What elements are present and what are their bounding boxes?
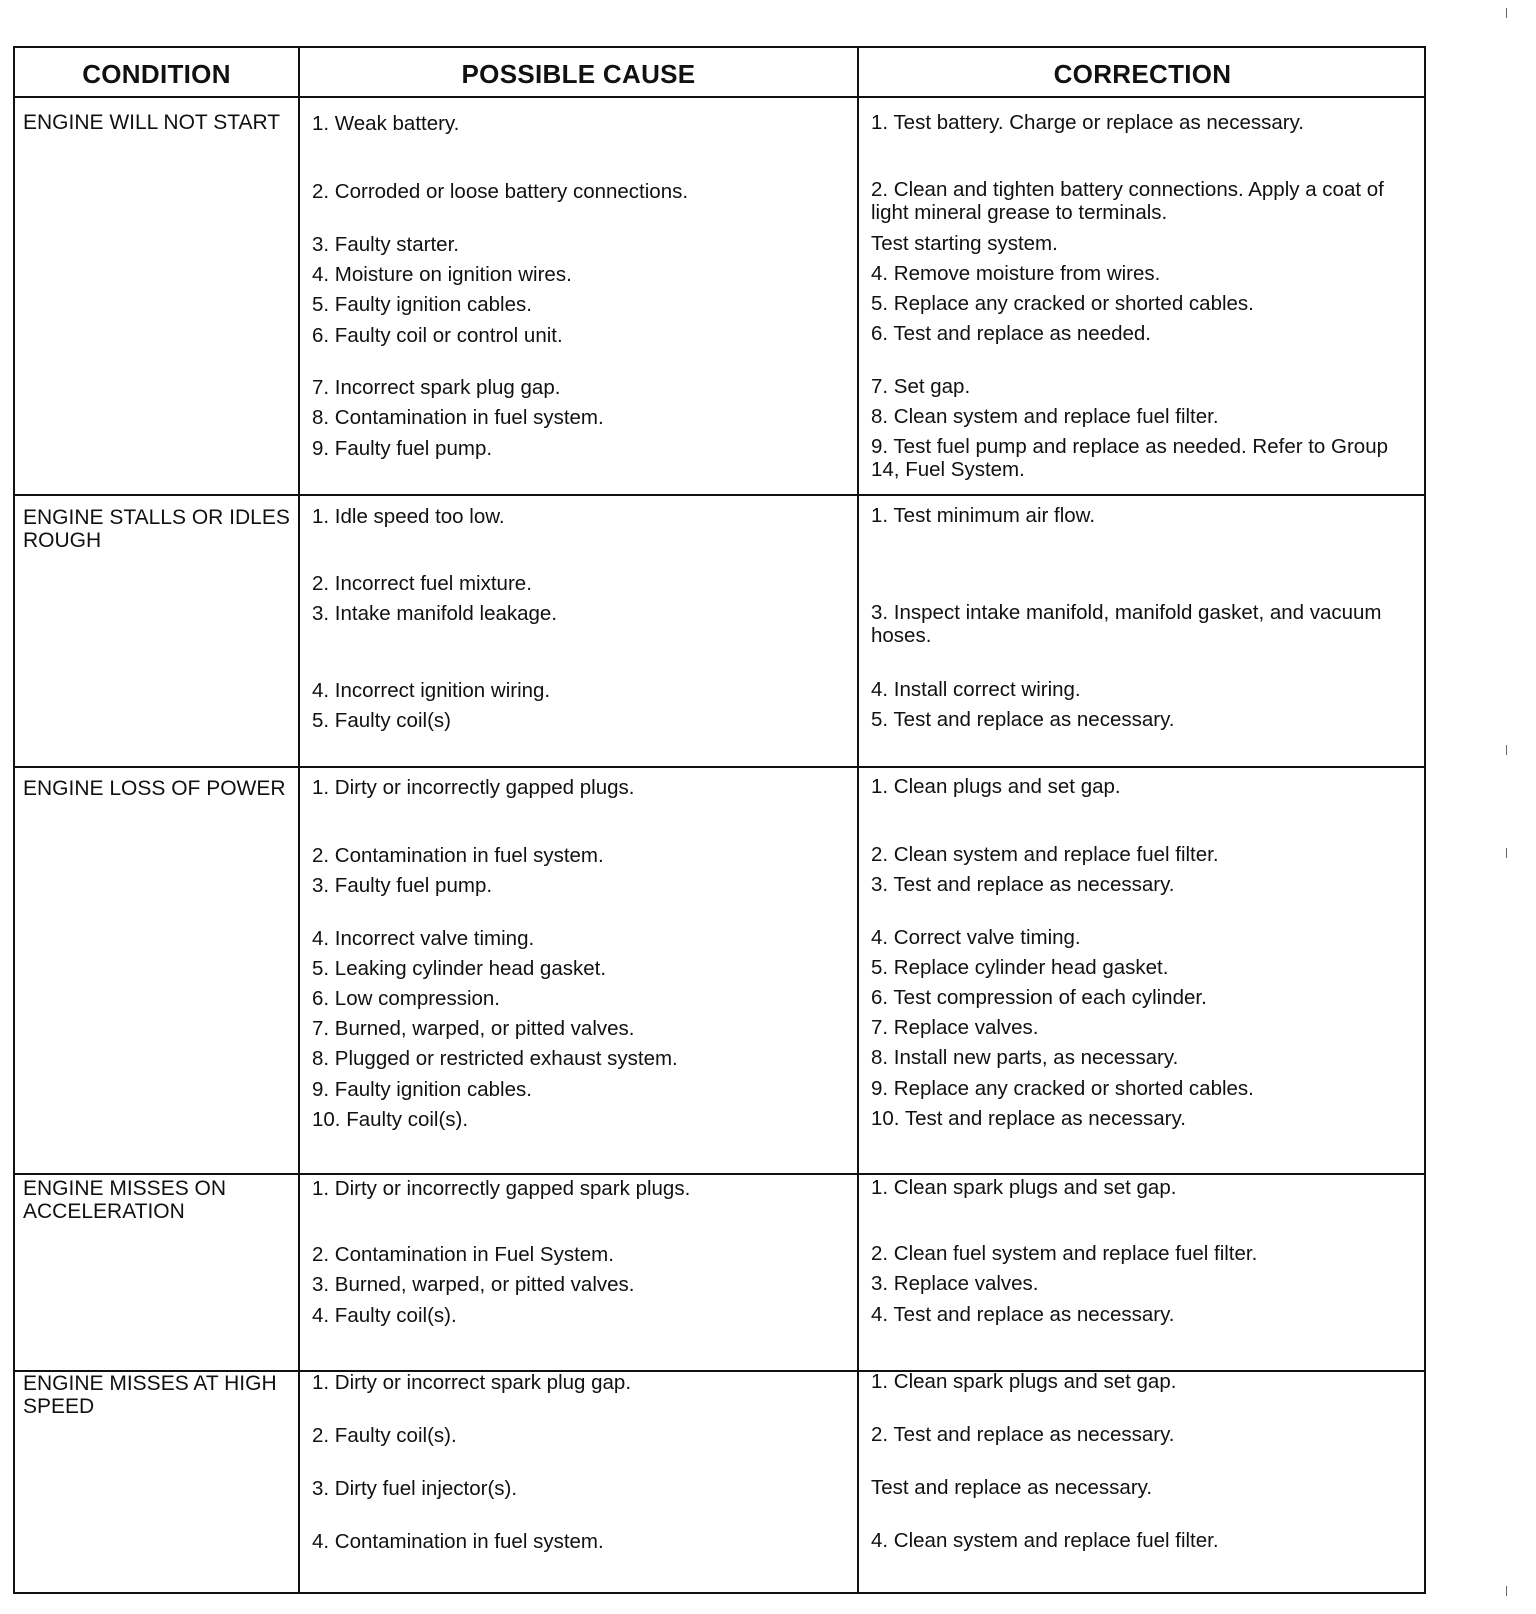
correction-item: Test starting system. [871, 232, 1058, 255]
correction-item: 1. Test battery. Charge or replace as necessary. [871, 111, 1304, 134]
condition-cell: ENGINE LOSS OF POWER [23, 777, 286, 800]
cause-item: 2. Faulty coil(s). [312, 1424, 457, 1447]
troubleshooting-table [13, 46, 1426, 1594]
row-divider [15, 1173, 1424, 1175]
condition-cell: ENGINE MISSES AT HIGH SPEED [23, 1372, 277, 1418]
correction-item: 2. Test and replace as necessary. [871, 1423, 1175, 1446]
column-divider [857, 48, 859, 1592]
cause-item: 1. Dirty or incorrectly gapped plugs. [312, 776, 635, 799]
cause-item: 3. Faulty fuel pump. [312, 874, 493, 897]
correction-item: 4. Remove moisture from wires. [871, 262, 1161, 285]
cause-item: 5. Faulty ignition cables. [312, 293, 532, 316]
cause-item: 4. Incorrect ignition wiring. [312, 679, 551, 702]
scan-speck [1506, 745, 1507, 755]
condition-cell: ENGINE MISSES ON ACCELERATION [23, 1177, 227, 1223]
cause-item: 9. Faulty fuel pump. [312, 437, 493, 460]
correction-item: 2. Clean fuel system and replace fuel filter. [871, 1242, 1258, 1265]
cause-item: 4. Incorrect valve timing. [312, 927, 535, 950]
correction-item: 2. Clean system and replace fuel filter. [871, 843, 1219, 866]
correction-item: 4. Correct valve timing. [871, 926, 1081, 949]
cause-item: 1. Dirty or incorrect spark plug gap. [312, 1371, 632, 1394]
cause-item: 3. Intake manifold leakage. [312, 602, 558, 625]
cause-item: 2. Contamination in fuel system. [312, 844, 604, 867]
header-divider [15, 96, 1424, 98]
cause-item: 5. Faulty coil(s) [312, 709, 451, 732]
cause-item: 4. Moisture on ignition wires. [312, 263, 572, 286]
cause-item: 3. Burned, warped, or pitted valves. [312, 1273, 635, 1296]
correction-item: 10. Test and replace as necessary. [871, 1107, 1186, 1130]
condition-cell: ENGINE STALLS OR IDLES ROUGH [23, 506, 290, 552]
cause-item: 1. Weak battery. [312, 112, 460, 135]
cause-item: 10. Faulty coil(s). [312, 1108, 469, 1131]
correction-item: Test and replace as necessary. [871, 1476, 1153, 1499]
correction-item: 5. Test and replace as necessary. [871, 708, 1175, 731]
scan-speck [1506, 1586, 1507, 1596]
correction-item: 2. Clean and tighten battery connections. Apply a coat of light mineral grease to terminals. [871, 178, 1390, 224]
header-correction: CORRECTION [1053, 59, 1232, 89]
correction-item: 4. Clean system and replace fuel filter. [871, 1529, 1219, 1552]
header-possible-cause: POSSIBLE CAUSE [461, 59, 696, 89]
row-divider [15, 494, 1424, 496]
correction-item: 1. Clean spark plugs and set gap. [871, 1176, 1177, 1199]
cause-item: 4. Faulty coil(s). [312, 1304, 457, 1327]
correction-item: 3. Replace valves. [871, 1272, 1039, 1295]
cause-item: 4. Contamination in fuel system. [312, 1530, 604, 1553]
cause-item: 1. Dirty or incorrectly gapped spark plugs. [312, 1177, 691, 1200]
cause-item: 3. Faulty starter. [312, 233, 459, 256]
correction-item: 6. Test compression of each cylinder. [871, 986, 1207, 1009]
correction-item: 7. Replace valves. [871, 1016, 1039, 1039]
cause-item: 7. Burned, warped, or pitted valves. [312, 1017, 635, 1040]
condition-cell: ENGINE WILL NOT START [23, 111, 281, 134]
correction-item: 6. Test and replace as needed. [871, 322, 1151, 345]
cause-item: 6. Low compression. [312, 987, 501, 1010]
correction-item: 4. Install correct wiring. [871, 678, 1081, 701]
correction-item: 8. Clean system and replace fuel filter. [871, 405, 1219, 428]
cause-item: 2. Corroded or loose battery connections. [312, 180, 689, 203]
cause-item: 7. Incorrect spark plug gap. [312, 376, 561, 399]
scan-speck [1506, 848, 1507, 858]
correction-item: 1. Clean spark plugs and set gap. [871, 1370, 1177, 1393]
cause-item: 1. Idle speed too low. [312, 505, 505, 528]
correction-item: 5. Replace any cracked or shorted cables. [871, 292, 1254, 315]
cause-item: 3. Dirty fuel injector(s). [312, 1477, 518, 1500]
correction-item: 1. Clean plugs and set gap. [871, 775, 1121, 798]
correction-item: 3. Inspect intake manifold, manifold gasket, and vacuum hoses. [871, 601, 1388, 647]
row-divider [15, 766, 1424, 768]
scan-speck [1506, 8, 1507, 18]
correction-item: 3. Test and replace as necessary. [871, 873, 1175, 896]
correction-item: 5. Replace cylinder head gasket. [871, 956, 1169, 979]
header-condition: CONDITION [82, 59, 231, 89]
correction-item: 9. Replace any cracked or shorted cables. [871, 1077, 1254, 1100]
correction-item: 9. Test fuel pump and replace as needed. Refer to Group 14, Fuel System. [871, 435, 1394, 481]
correction-item: 8. Install new parts, as necessary. [871, 1046, 1179, 1069]
correction-item: 7. Set gap. [871, 375, 971, 398]
cause-item: 8. Plugged or restricted exhaust system. [312, 1047, 678, 1070]
cause-item: 8. Contamination in fuel system. [312, 406, 604, 429]
cause-item: 9. Faulty ignition cables. [312, 1078, 532, 1101]
correction-item: 4. Test and replace as necessary. [871, 1303, 1175, 1326]
cause-item: 2. Incorrect fuel mixture. [312, 572, 532, 595]
cause-item: 2. Contamination in Fuel System. [312, 1243, 614, 1266]
column-divider [298, 48, 300, 1592]
cause-item: 6. Faulty coil or control unit. [312, 324, 563, 347]
correction-item: 1. Test minimum air flow. [871, 504, 1096, 527]
cause-item: 5. Leaking cylinder head gasket. [312, 957, 607, 980]
